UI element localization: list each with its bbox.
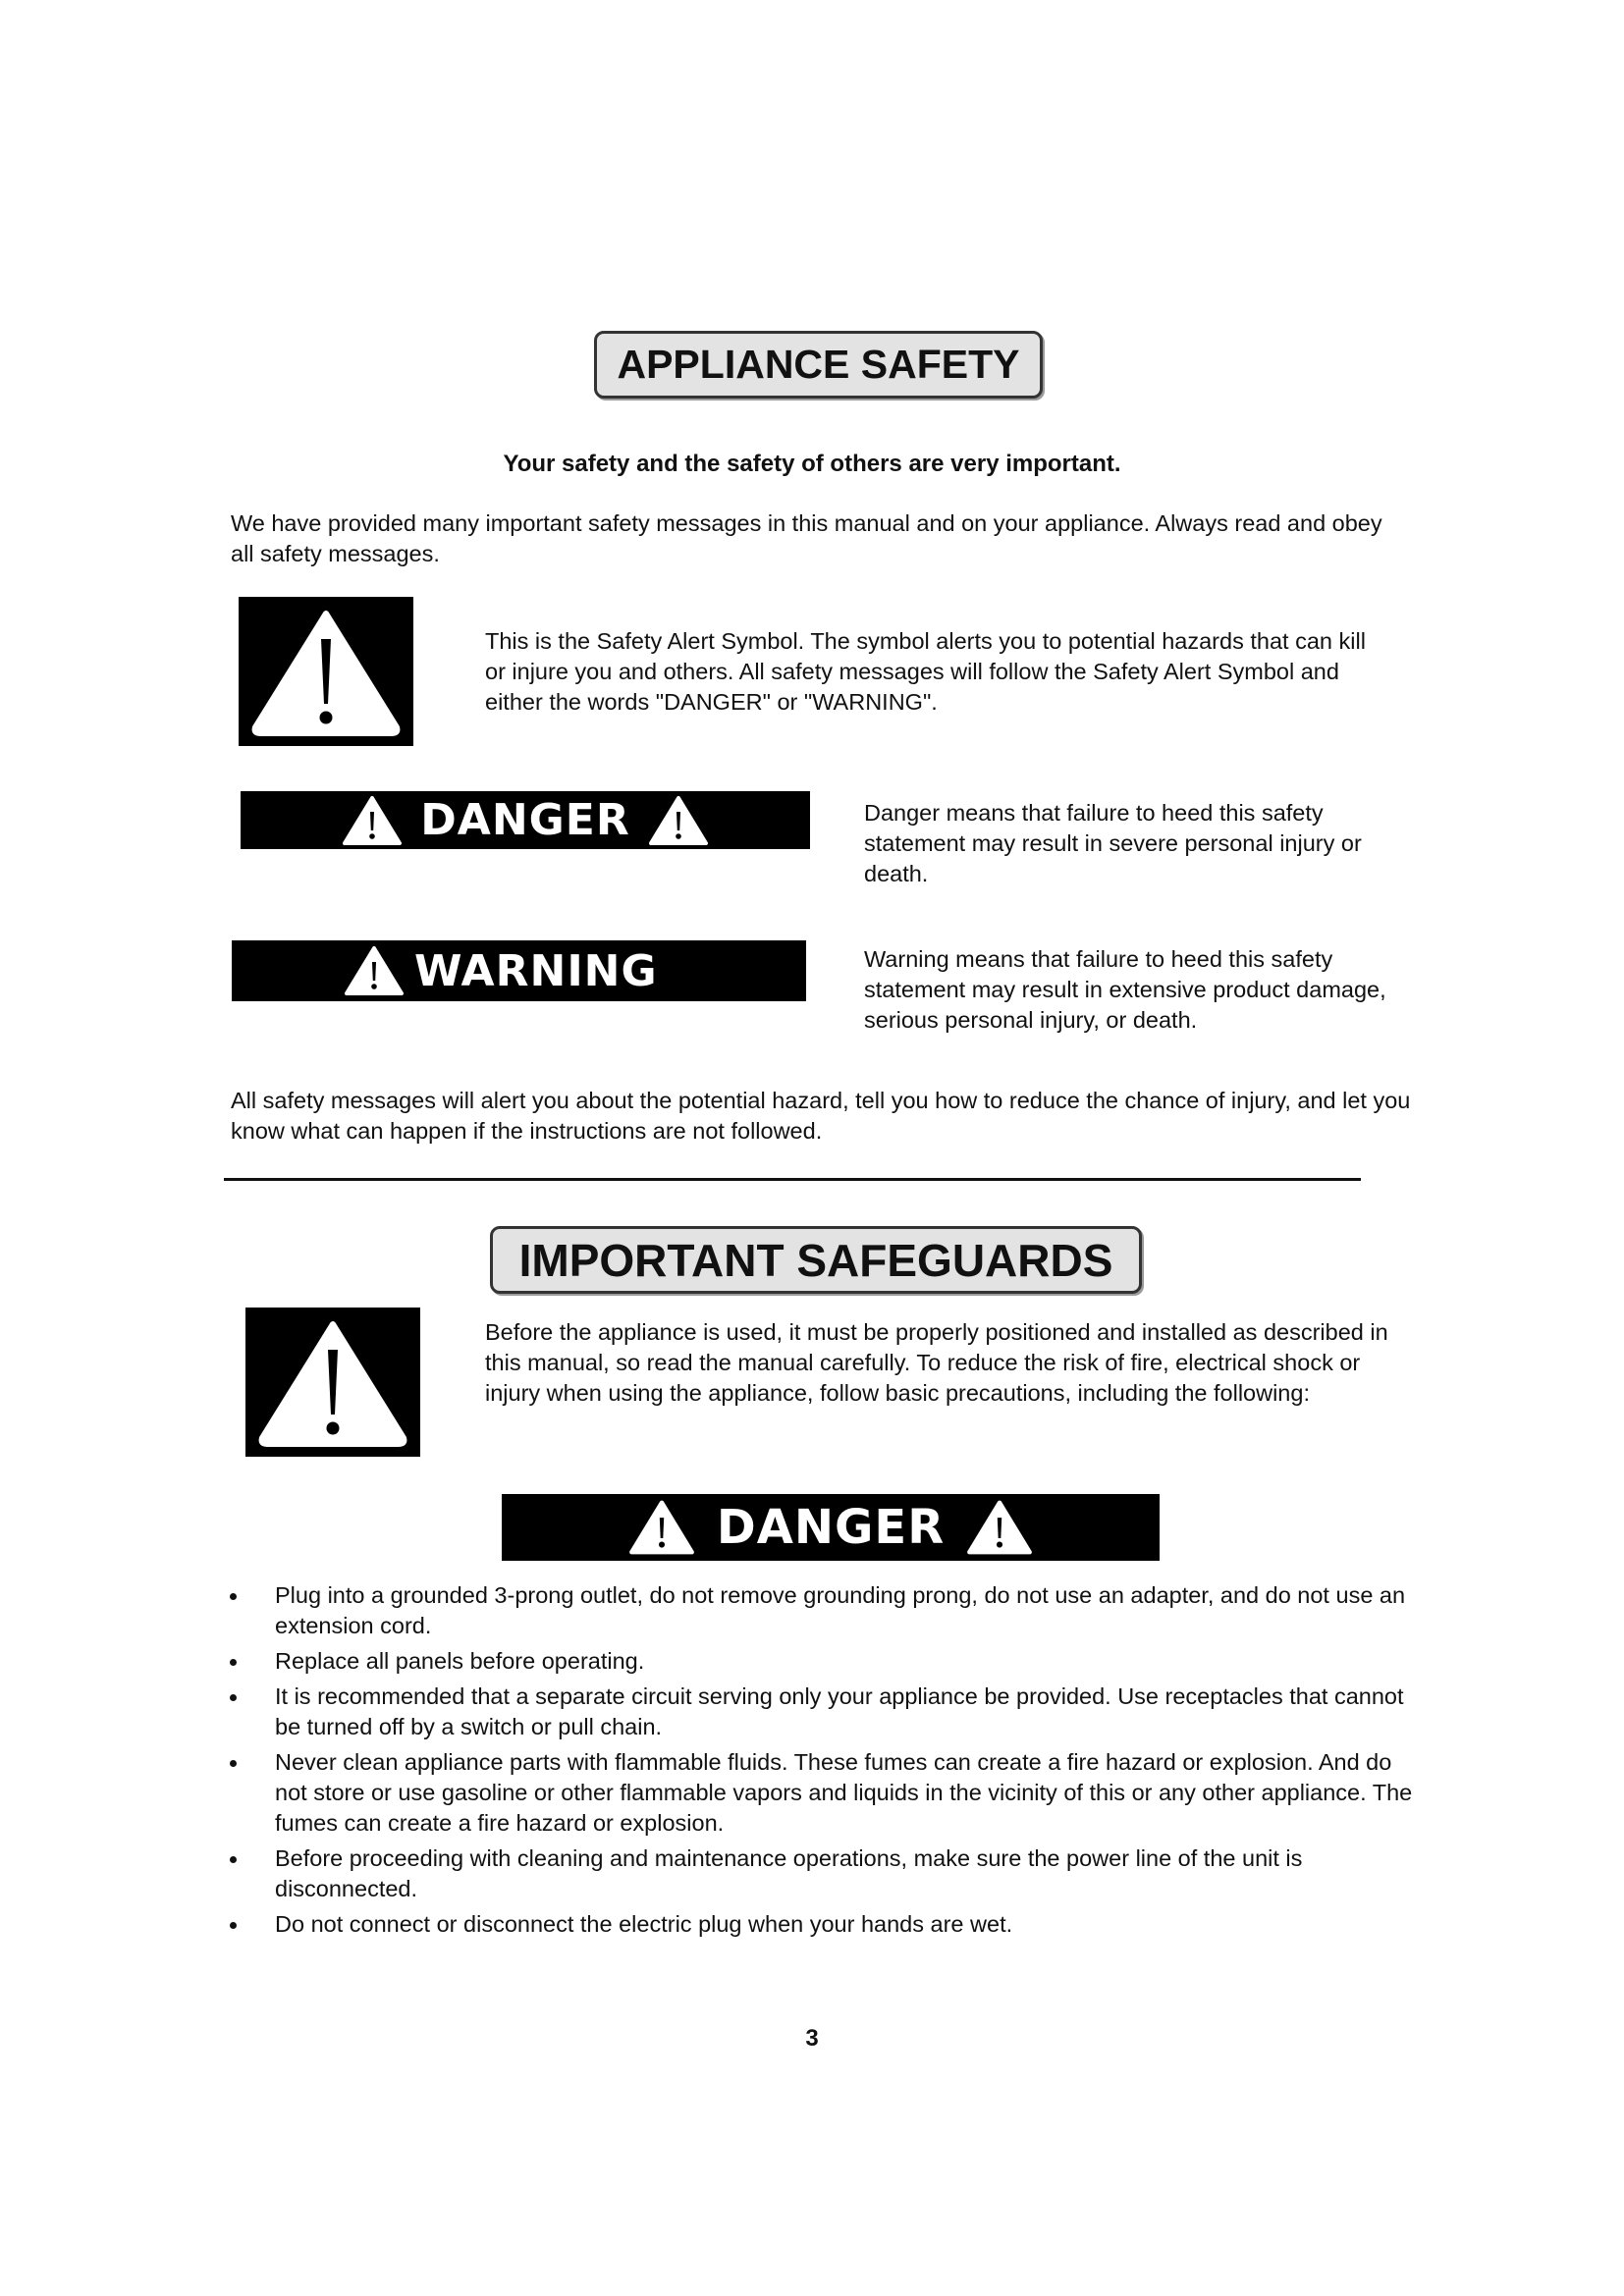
list-item xyxy=(228,1646,1426,1677)
bullet-icon xyxy=(230,1593,237,1600)
list-item-text: Do not connect or disconnect the electric plug when your hands are wet. xyxy=(275,1911,1013,1937)
list-item xyxy=(228,1909,1426,1940)
warning-triangle-icon xyxy=(628,1499,695,1556)
list-item-text: Plug into a grounded 3-prong outlet, do not remove grounding prong, do not use an adapter, and do not use an extension cord. xyxy=(275,1582,1406,1638)
safeguards-intro: Before the appliance is used, it must be properly positioned and installed as described in this manual, so read the manual carefully. To reduce the risk of fire, electrical shock or injury when using the appliance, follow basic precautions, including the following: xyxy=(485,1319,1388,1406)
bullet-icon xyxy=(230,1694,237,1701)
safeguard-list xyxy=(228,1580,1426,1945)
warning-triangle-icon xyxy=(966,1499,1033,1556)
list-item-text: It is recommended that a separate circuit serving only your appliance be provided. Use receptacles that cannot be turned off by a switch or pull chain. xyxy=(275,1683,1404,1739)
bullet-icon xyxy=(230,1856,237,1863)
warning-banner xyxy=(232,940,806,1001)
list-item xyxy=(228,1682,1426,1742)
warning-triangle-icon xyxy=(342,795,403,846)
list-item xyxy=(228,1843,1426,1904)
list-item-text: Before proceeding with cleaning and maintenance operations, make sure the power line of the unit is disconnected. xyxy=(275,1845,1303,1901)
danger-label-2: DANGER xyxy=(716,1500,946,1555)
bullet-icon xyxy=(230,1760,237,1767)
danger-label: DANGER xyxy=(420,795,630,845)
list-item-text: Replace all panels before operating. xyxy=(275,1648,645,1674)
important-safeguards-title: IMPORTANT SAFEGUARDS xyxy=(490,1226,1142,1294)
section-divider xyxy=(224,1178,1361,1181)
warning-label: WARNING xyxy=(414,945,658,996)
list-item xyxy=(228,1580,1426,1641)
safety-closing: All safety messages will alert you about the potential hazard, tell you how to reduce the chance of injury, and let you know what can happen if the instructions are not followed. xyxy=(231,1088,1411,1144)
danger-banner xyxy=(241,791,810,849)
warning-triangle-icon xyxy=(648,795,709,846)
danger-banner-2 xyxy=(502,1494,1160,1561)
danger-description: Danger means that failure to heed this safety statement may result in severe personal injury or death. xyxy=(864,800,1362,886)
bullet-icon xyxy=(230,1659,237,1666)
alert-symbol-description: This is the Safety Alert Symbol. The symbol alerts you to potential hazards that can kill or injure you and others. All safety messages will follow the Safety Alert Symbol and either the words "DANGER" or "WARNING". xyxy=(485,628,1366,715)
list-item-text: Never clean appliance parts with flammable fluids. These fumes can create a fire hazard or explosion. And do not store or use gasoline or other flammable vapors and liquids in the vicinity of this or any other appliance. The fumes can create a fire hazard or explosion. xyxy=(275,1749,1413,1836)
warning-description: Warning means that failure to heed this safety statement may result in extensive product damage, serious personal injury, or death. xyxy=(864,946,1386,1033)
bullet-icon xyxy=(230,1922,237,1929)
safety-subtitle: Your safety and the safety of others are very important. xyxy=(503,451,1121,477)
safety-intro: We have provided many important safety messages in this manual and on your appliance. Always read and obey all safety messages. xyxy=(231,510,1382,566)
warning-triangle-icon xyxy=(344,945,405,996)
list-item xyxy=(228,1747,1426,1839)
page-number: 3 xyxy=(805,2025,819,2052)
safety-alert-icon xyxy=(245,1308,420,1457)
appliance-safety-title: APPLIANCE SAFETY xyxy=(594,331,1043,399)
safety-alert-icon xyxy=(239,597,413,746)
